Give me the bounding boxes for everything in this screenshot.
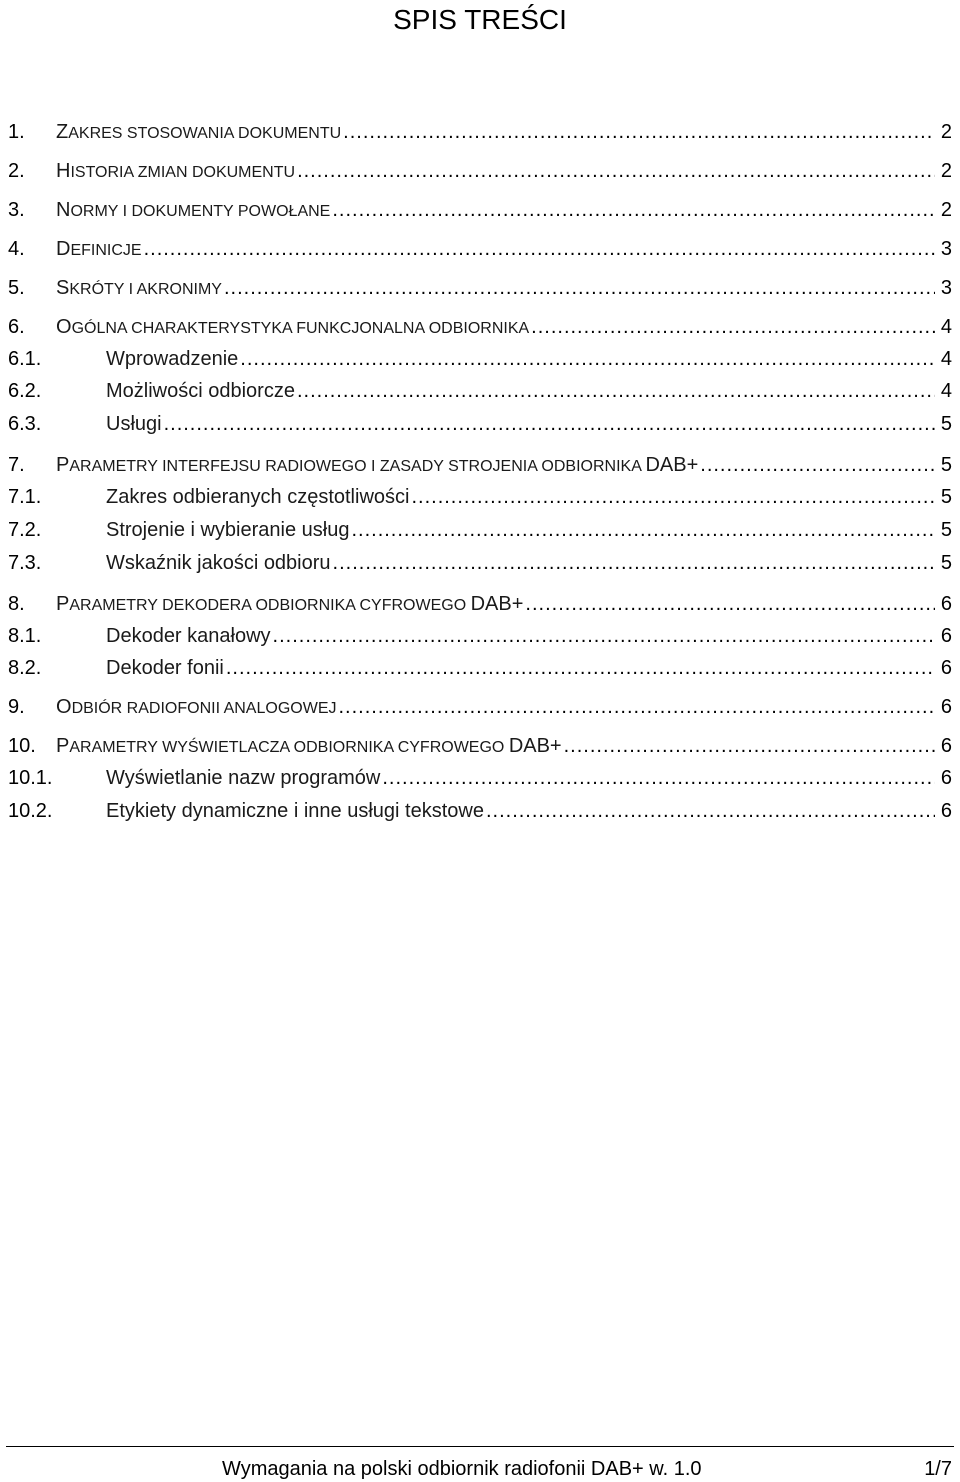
toc-entry-label: Zakres odbieranych częstotliwości <box>106 486 410 508</box>
toc-entry-page: 6 <box>940 696 952 718</box>
toc-entry-label <box>56 454 698 477</box>
toc-entry-label <box>56 593 523 616</box>
toc-entry-label <box>56 696 336 719</box>
toc-entry-initial: P <box>56 454 70 476</box>
toc-entry-smallcaps: EFINICJE <box>70 242 142 259</box>
toc-entry-page: 4 <box>940 316 952 338</box>
toc-entry-number: 10.2. <box>8 800 53 822</box>
toc-leader-dots <box>240 348 935 371</box>
toc-entry-smallcaps: ARAMETRY INTERFEJSU RADIOWEGO I ZASADY STROJENIA ODBIORNIKA <box>69 458 646 475</box>
toc-entry-smallcaps: ARAMETRY DEKODERA ODBIORNIKA CYFROWEGO <box>69 597 471 614</box>
toc-entry-page: 5 <box>940 519 952 541</box>
toc-entry[interactable] <box>8 593 952 619</box>
toc-entry-label: Wprowadzenie <box>106 348 239 370</box>
toc-leader-dots <box>144 238 935 261</box>
toc-entry-initial: D <box>56 238 71 260</box>
footer-page-number: 1/7 <box>924 1458 952 1480</box>
toc-entry[interactable] <box>8 625 952 651</box>
toc-entry-page: 2 <box>940 121 952 143</box>
toc-entry-number: 7.1. <box>8 486 42 508</box>
toc-entry-initial: O <box>56 316 72 338</box>
toc-entry[interactable] <box>8 519 952 545</box>
toc-entry[interactable] <box>8 199 952 225</box>
toc-entry-smallcaps: GÓLNA CHARAKTERYSTYKA FUNKCJONALNA ODBIORNIKA <box>71 320 530 337</box>
toc-entry-label: Usługi <box>106 413 162 435</box>
toc-entry-suffix: DAB+ <box>508 735 562 757</box>
toc-entry-smallcaps: DBIÓR RADIOFONII ANALOGOWEJ <box>71 700 337 717</box>
toc-entry-label <box>56 238 142 261</box>
toc-entry-page: 6 <box>940 800 952 822</box>
toc-leader-dots <box>700 454 935 477</box>
toc-entry-label: Strojenie i wybieranie usług <box>106 519 350 541</box>
toc-entry-smallcaps: KRÓTY I AKRONIMY <box>69 281 222 298</box>
toc-entry-initial: S <box>56 277 70 299</box>
toc-leader-dots <box>224 277 935 300</box>
toc-entry-label <box>56 199 330 222</box>
toc-entry-label <box>56 121 341 144</box>
toc-entry[interactable] <box>8 800 952 826</box>
toc-entry-number: 8.1. <box>8 625 42 647</box>
toc-leader-dots <box>226 657 935 680</box>
toc-entry-number: 9. <box>8 696 25 718</box>
toc-entry[interactable] <box>8 238 952 264</box>
toc-entry-page: 5 <box>940 486 952 508</box>
toc-entry-page: 6 <box>940 657 952 679</box>
toc-entry-smallcaps: AKRES STOSOWANIA DOKUMENTU <box>68 125 342 142</box>
toc-entry-label: Dekoder kanałowy <box>106 625 271 647</box>
toc-leader-dots <box>332 199 935 222</box>
toc-entry[interactable] <box>8 696 952 722</box>
toc-leader-dots <box>486 800 935 823</box>
toc-entry-label: Wyświetlanie nazw programów <box>106 767 381 789</box>
toc-leader-dots <box>297 160 935 183</box>
toc-entry-page: 6 <box>940 767 952 789</box>
toc-entry-number: 7. <box>8 454 25 476</box>
toc-entry-smallcaps: ORMY I DOKUMENTY POWOŁANE <box>70 203 331 220</box>
toc-entry-page: 4 <box>940 348 952 370</box>
toc-leader-dots <box>525 593 934 616</box>
toc-entry-initial: H <box>56 160 71 182</box>
toc-entry-smallcaps: ISTORIA ZMIAN DOKUMENTU <box>70 164 296 181</box>
toc-entry[interactable] <box>8 380 952 406</box>
toc-entry-number: 7.2. <box>8 519 42 541</box>
toc-entry[interactable] <box>8 316 952 342</box>
toc-leader-dots <box>564 735 935 758</box>
toc-entry-page: 3 <box>940 238 952 260</box>
toc-entry-page: 5 <box>940 413 952 435</box>
toc-leader-dots <box>333 552 935 575</box>
toc-entry[interactable] <box>8 277 952 303</box>
toc-entry-page: 6 <box>940 593 952 615</box>
toc-entry-label <box>56 316 529 339</box>
toc-entry-label <box>56 160 295 183</box>
toc-entry-initial: P <box>56 593 70 615</box>
toc-entry-label: Możliwości odbiorcze <box>106 380 295 402</box>
toc-entry-number: 2. <box>8 160 25 182</box>
toc-entry-page: 3 <box>940 277 952 299</box>
toc-entry[interactable] <box>8 160 952 186</box>
toc-entry[interactable] <box>8 121 952 147</box>
toc-entry-label <box>56 277 222 300</box>
toc-entry[interactable] <box>8 657 952 683</box>
toc-entry-label: Wskaźnik jakości odbioru <box>106 552 331 574</box>
page-title: SPIS TREŚCI <box>393 4 567 35</box>
toc-entry-number: 5. <box>8 277 25 299</box>
toc-entry-suffix: DAB+ <box>645 454 699 476</box>
toc-entry-label: Etykiety dynamiczne i inne usługi tekstowe <box>106 800 484 822</box>
toc-entry[interactable] <box>8 348 952 374</box>
toc-entry-number: 7.3. <box>8 552 42 574</box>
toc-entry-initial: N <box>56 199 71 221</box>
toc-leader-dots <box>297 380 935 403</box>
toc-entry-number: 1. <box>8 121 25 143</box>
toc-leader-dots <box>164 413 935 436</box>
toc-leader-dots <box>273 625 935 648</box>
toc-leader-dots <box>351 519 934 542</box>
toc-entry-number: 4. <box>8 238 25 260</box>
toc-entry-number: 6.1. <box>8 348 42 370</box>
toc-entry-number: 10. <box>8 735 36 757</box>
toc-entry-initial: P <box>56 735 70 757</box>
toc-entry-page: 5 <box>940 552 952 574</box>
toc-entry[interactable] <box>8 767 952 793</box>
toc-entry-number: 3. <box>8 199 25 221</box>
toc-entry[interactable] <box>8 552 952 578</box>
toc-entry-number: 8.2. <box>8 657 42 679</box>
toc-entry[interactable] <box>8 735 952 761</box>
toc-entry-page: 2 <box>940 199 952 221</box>
footer-title: Wymagania na polski odbiornik radiofonii DAB+ w. 1.0 <box>222 1458 702 1480</box>
toc-entry-page: 4 <box>940 380 952 402</box>
toc-leader-dots <box>343 121 935 144</box>
footer-divider <box>6 1446 954 1447</box>
toc-entry-number: 6. <box>8 316 25 338</box>
toc-leader-dots <box>411 486 934 509</box>
toc-entry-page: 5 <box>940 454 952 476</box>
toc-leader-dots <box>338 696 934 719</box>
toc-entry-page: 6 <box>940 735 952 757</box>
toc-entry[interactable] <box>8 454 952 480</box>
toc-entry-initial: Z <box>56 121 69 143</box>
toc-entry-page: 6 <box>940 625 952 647</box>
toc-leader-dots <box>531 316 935 339</box>
toc-entry-number: 10.1. <box>8 767 53 789</box>
toc-entry-page: 2 <box>940 160 952 182</box>
toc-entry-label <box>56 735 562 758</box>
toc-entry-number: 8. <box>8 593 25 615</box>
toc-entry-number: 6.2. <box>8 380 42 402</box>
toc-entry-suffix: DAB+ <box>470 593 524 615</box>
toc-entry-initial: O <box>56 696 72 718</box>
toc-entry[interactable] <box>8 413 952 439</box>
toc-leader-dots <box>382 767 935 790</box>
toc-entry-smallcaps: ARAMETRY WYŚWIETLACZA ODBIORNIKA CYFROWEGO <box>69 739 509 756</box>
toc-entry-label: Dekoder fonii <box>106 657 224 679</box>
toc-entry-number: 6.3. <box>8 413 42 435</box>
toc-entry[interactable] <box>8 486 952 512</box>
